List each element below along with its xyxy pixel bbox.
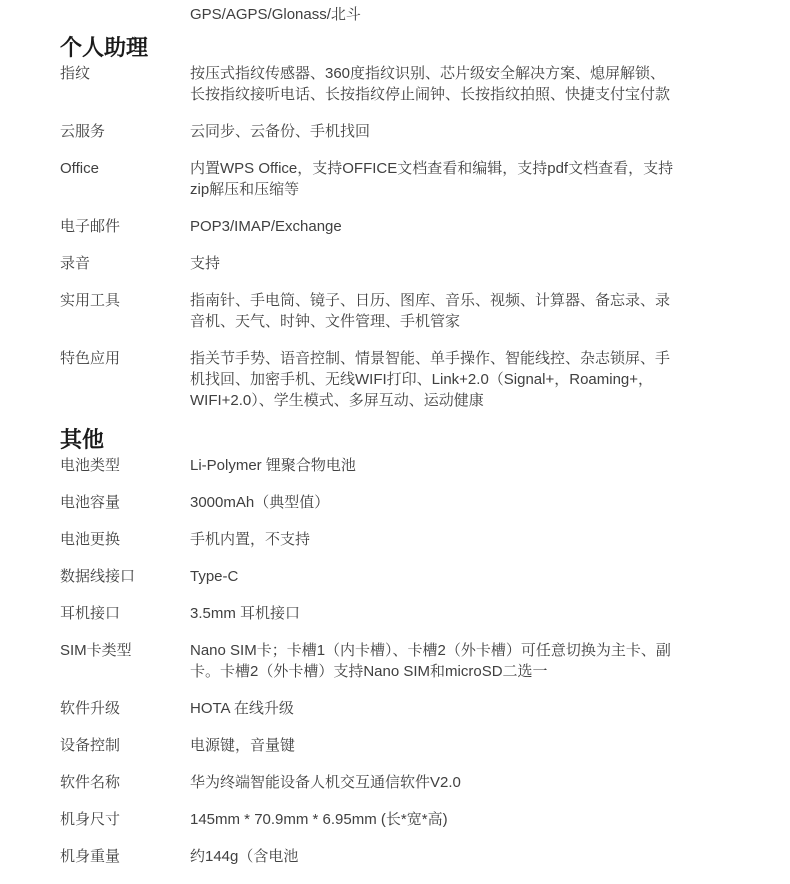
spec-label: 录音 [60,255,91,272]
spec-value: 指南针、手电筒、镜子、日历、图库、音乐、视频、计算器、备忘录、录音机、天气、时钟、文件管理、手机管家 [190,292,671,330]
spec-label: 电池更换 [60,531,121,548]
spec-label: 机身尺寸 [60,811,121,828]
spec-section [0,35,790,411]
spec-value: 手机内置，不支持 [190,531,311,548]
spec-value: 145mm * 70.9mm * 6.95mm (长*宽*高) [190,811,448,828]
spec-label: 电池类型 [60,457,121,474]
spec-value: Type-C [190,568,239,585]
section-rows [0,63,790,411]
spec-label: Office [60,160,99,177]
spec-row [0,809,790,830]
spec-row [0,735,790,756]
section-title: 其他 [60,427,105,452]
spec-label: 设备控制 [60,737,121,754]
spec-value: 按压式指纹传感器、360度指纹识别、芯片级安全解决方案、熄屏解锁、长按指纹接听电话、长按指纹停止闹钟、长按指纹拍照、快捷支付宝付款 [190,65,671,103]
spec-value: 约144g（含电池 [190,848,299,865]
spec-value-gps: GPS/AGPS/Glonass/北斗 [190,6,361,23]
spec-label: 软件升级 [60,700,121,717]
spec-row [0,698,790,719]
spec-row [0,772,790,793]
spec-section [0,427,790,867]
spec-label: 云服务 [60,123,106,140]
spec-row [0,640,790,682]
spec-row [0,529,790,550]
spec-row [0,566,790,587]
section-title: 个人助理 [60,35,149,60]
spec-label: 软件名称 [60,774,121,791]
spec-value: 支持 [190,255,221,272]
spec-label: 电池容量 [60,494,121,511]
spec-label: 数据线接口 [60,568,136,585]
spec-row [0,290,790,332]
spec-sections [0,35,790,867]
spec-value: Li-Polymer 锂聚合物电池 [190,457,356,474]
spec-row [0,603,790,624]
spec-label: 特色应用 [60,350,121,367]
spec-value: HOTA 在线升级 [190,700,294,717]
spec-value: 云同步、云备份、手机找回 [190,123,371,140]
spec-value: 电源键，音量键 [190,737,296,754]
section-rows [0,455,790,867]
spec-value: Nano SIM卡；卡槽1（内卡槽）、卡槽2（外卡槽）可任意切换为主卡、副卡。卡槽2（外卡槽）支持Nano SIM和microSD二选一 [190,642,671,680]
spec-row [0,216,790,237]
spec-label: SIM卡类型 [60,642,132,659]
spec-row [0,158,790,200]
spec-row [0,846,790,867]
spec-row [0,455,790,476]
spec-value: 3000mAh（典型值） [190,494,330,511]
spec-label: 实用工具 [60,292,121,309]
spec-value: 华为终端智能设备人机交互通信软件V2.0 [190,774,461,791]
spec-value: 指关节手势、语音控制、情景智能、单手操作、智能线控、杂志锁屏、手机找回、加密手机、无线WIFI打印、Link+2.0（Signal+，Roaming+，WIFI+2.0）、学生模式、多屏互动、运动健康 [190,350,671,409]
spec-label: 电子邮件 [60,218,121,235]
spec-label: 机身重量 [60,848,121,865]
spec-label: 耳机接口 [60,605,121,622]
spec-row-positioning [0,4,790,25]
spec-value: POP3/IMAP/Exchange [190,218,342,235]
spec-row [0,348,790,411]
spec-row [0,492,790,513]
spec-value: 3.5mm 耳机接口 [190,605,301,622]
spec-row [0,63,790,105]
spec-label: 指纹 [60,65,91,82]
spec-row [0,253,790,274]
spec-row [0,121,790,142]
spec-value: 内置WPS Office，支持OFFICE文档查看和编辑，支持pdf文档查看，支持zip解压和压缩等 [190,160,674,198]
